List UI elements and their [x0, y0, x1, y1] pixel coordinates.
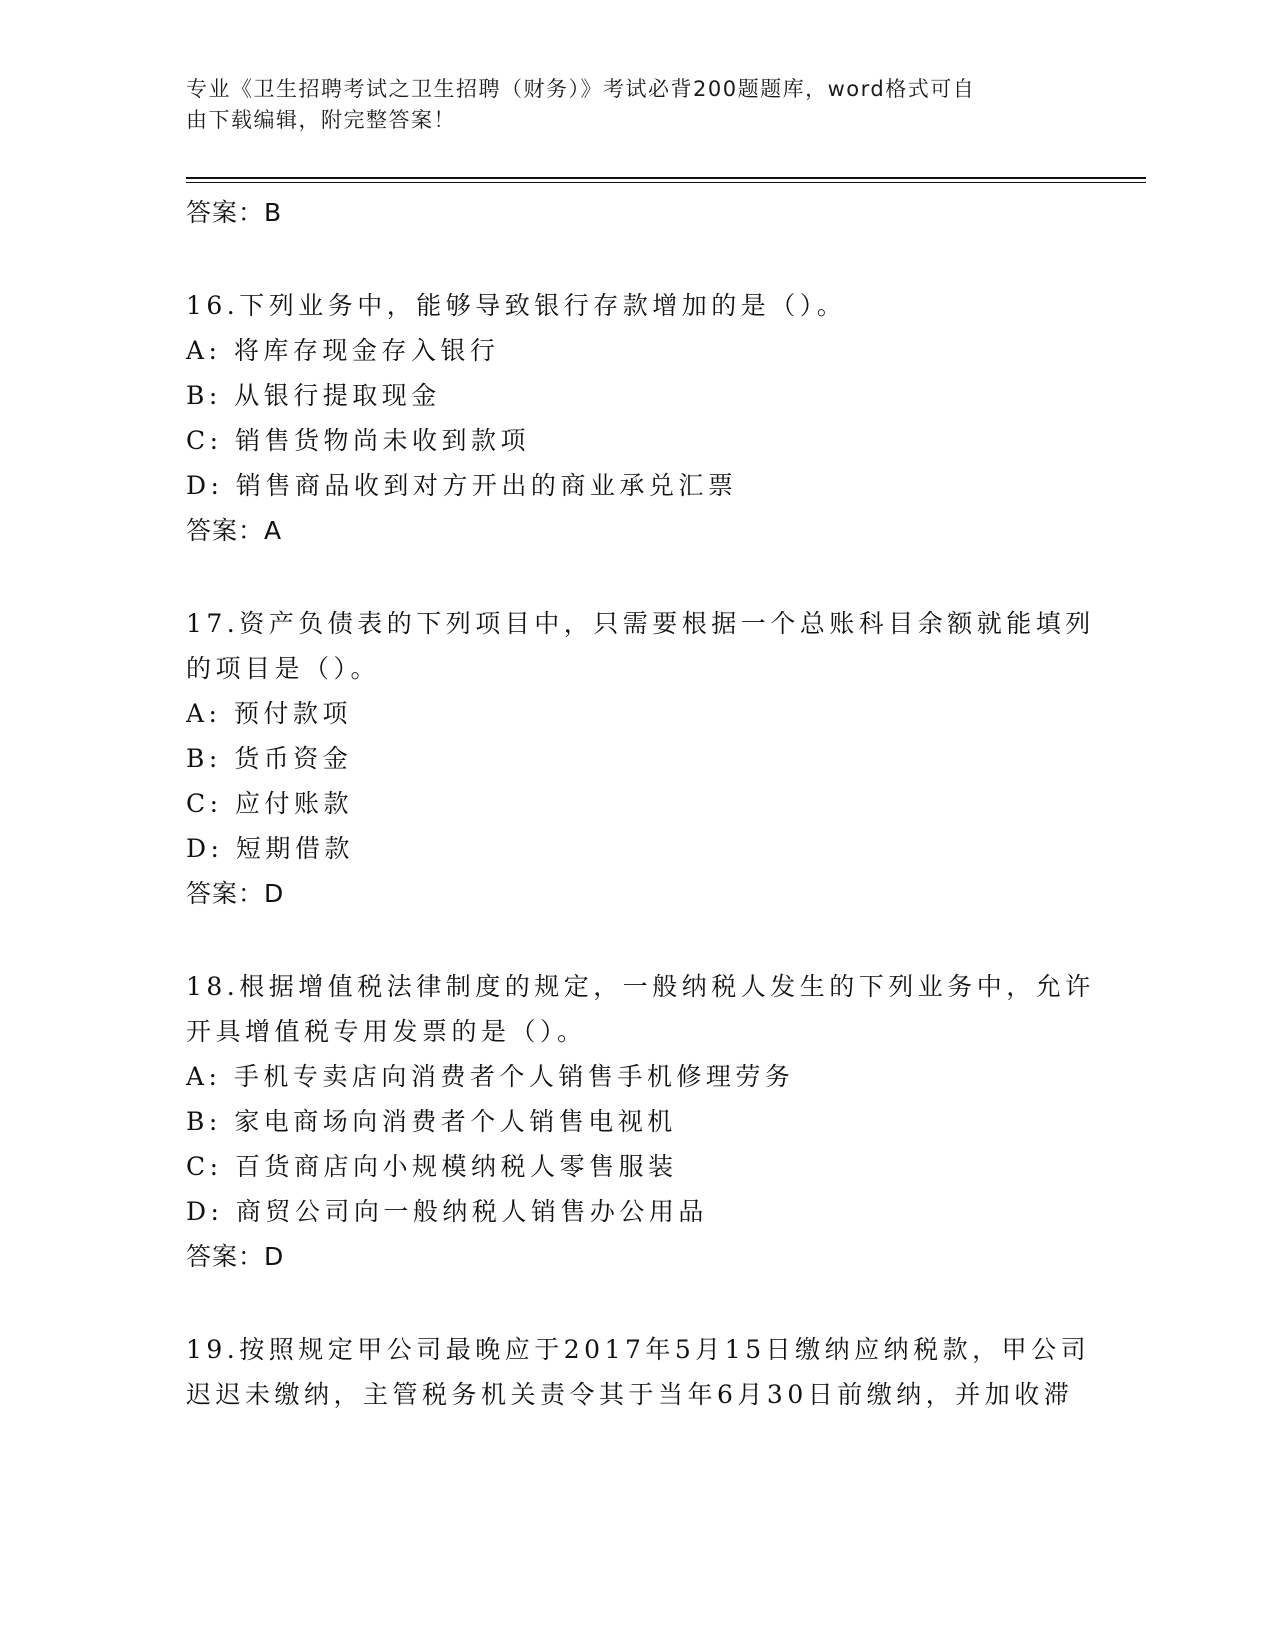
- header-line-2: 由下载编辑，附完整答案！: [186, 108, 456, 132]
- answer-line: 答案：D: [186, 1242, 285, 1271]
- question-text: 18.根据增值税法律制度的规定，一般纳税人发生的下列业务中，允许: [186, 972, 1095, 1001]
- question-block: [186, 283, 1086, 553]
- option-c: C: 百货商店向小规模纳税人零售服装: [186, 1152, 678, 1181]
- header-rule-thick: [186, 177, 1146, 179]
- question-block: [186, 1327, 1091, 1417]
- spacer: [186, 916, 1086, 964]
- question-text: 16.下列业务中，能够导致银行存款增加的是（）。: [186, 291, 847, 320]
- option-a: A: 手机专卖店向消费者个人销售手机修理劳务: [186, 1062, 795, 1091]
- question-list: [186, 190, 1095, 1417]
- header-rule-thin: [186, 182, 1146, 183]
- question-block: [186, 601, 1095, 916]
- spacer: [186, 553, 1086, 601]
- answer-line: 答案：A: [186, 516, 283, 545]
- option-d: D: 销售商品收到对方开出的商业承兑汇票: [186, 471, 738, 500]
- option-b: B: 从银行提取现金: [186, 381, 441, 410]
- option-b: B: 货币资金: [186, 744, 353, 773]
- question-text-cont: 迟迟未缴纳，主管税务机关责令其于当年6月30日前缴纳，并加收滞: [186, 1380, 1074, 1409]
- header-line-1: 专业《卫生招聘考试之卫生招聘（财务）》考试必背200题题库，word格式可自: [186, 77, 976, 101]
- option-a: A: 预付款项: [186, 699, 352, 728]
- answer-line: 答案：B: [186, 198, 283, 227]
- question-text-cont: 的项目是（）。: [186, 654, 381, 683]
- answer-line: 答案：D: [186, 879, 285, 908]
- question-text-cont: 开具增值税专用发票的是（）。: [186, 1017, 587, 1046]
- option-d: D: 短期借款: [186, 834, 354, 863]
- option-c: C: 应付账款: [186, 789, 353, 818]
- spacer: [186, 235, 1086, 283]
- option-d: D: 商贸公司向一般纳税人销售办公用品: [186, 1197, 708, 1226]
- question-text: 19.按照规定甲公司最晚应于2017年5月15日缴纳应纳税款，甲公司: [186, 1335, 1091, 1364]
- option-c: C: 销售货物尚未收到款项: [186, 426, 530, 455]
- page-header: [186, 74, 1066, 136]
- question-block: [186, 964, 1095, 1279]
- spacer: [186, 1279, 1086, 1327]
- question-text: 17.资产负债表的下列项目中，只需要根据一个总账科目余额就能填列: [186, 609, 1095, 638]
- option-a: A: 将库存现金存入银行: [186, 336, 500, 365]
- option-b: B: 家电商场向消费者个人销售电视机: [186, 1107, 677, 1136]
